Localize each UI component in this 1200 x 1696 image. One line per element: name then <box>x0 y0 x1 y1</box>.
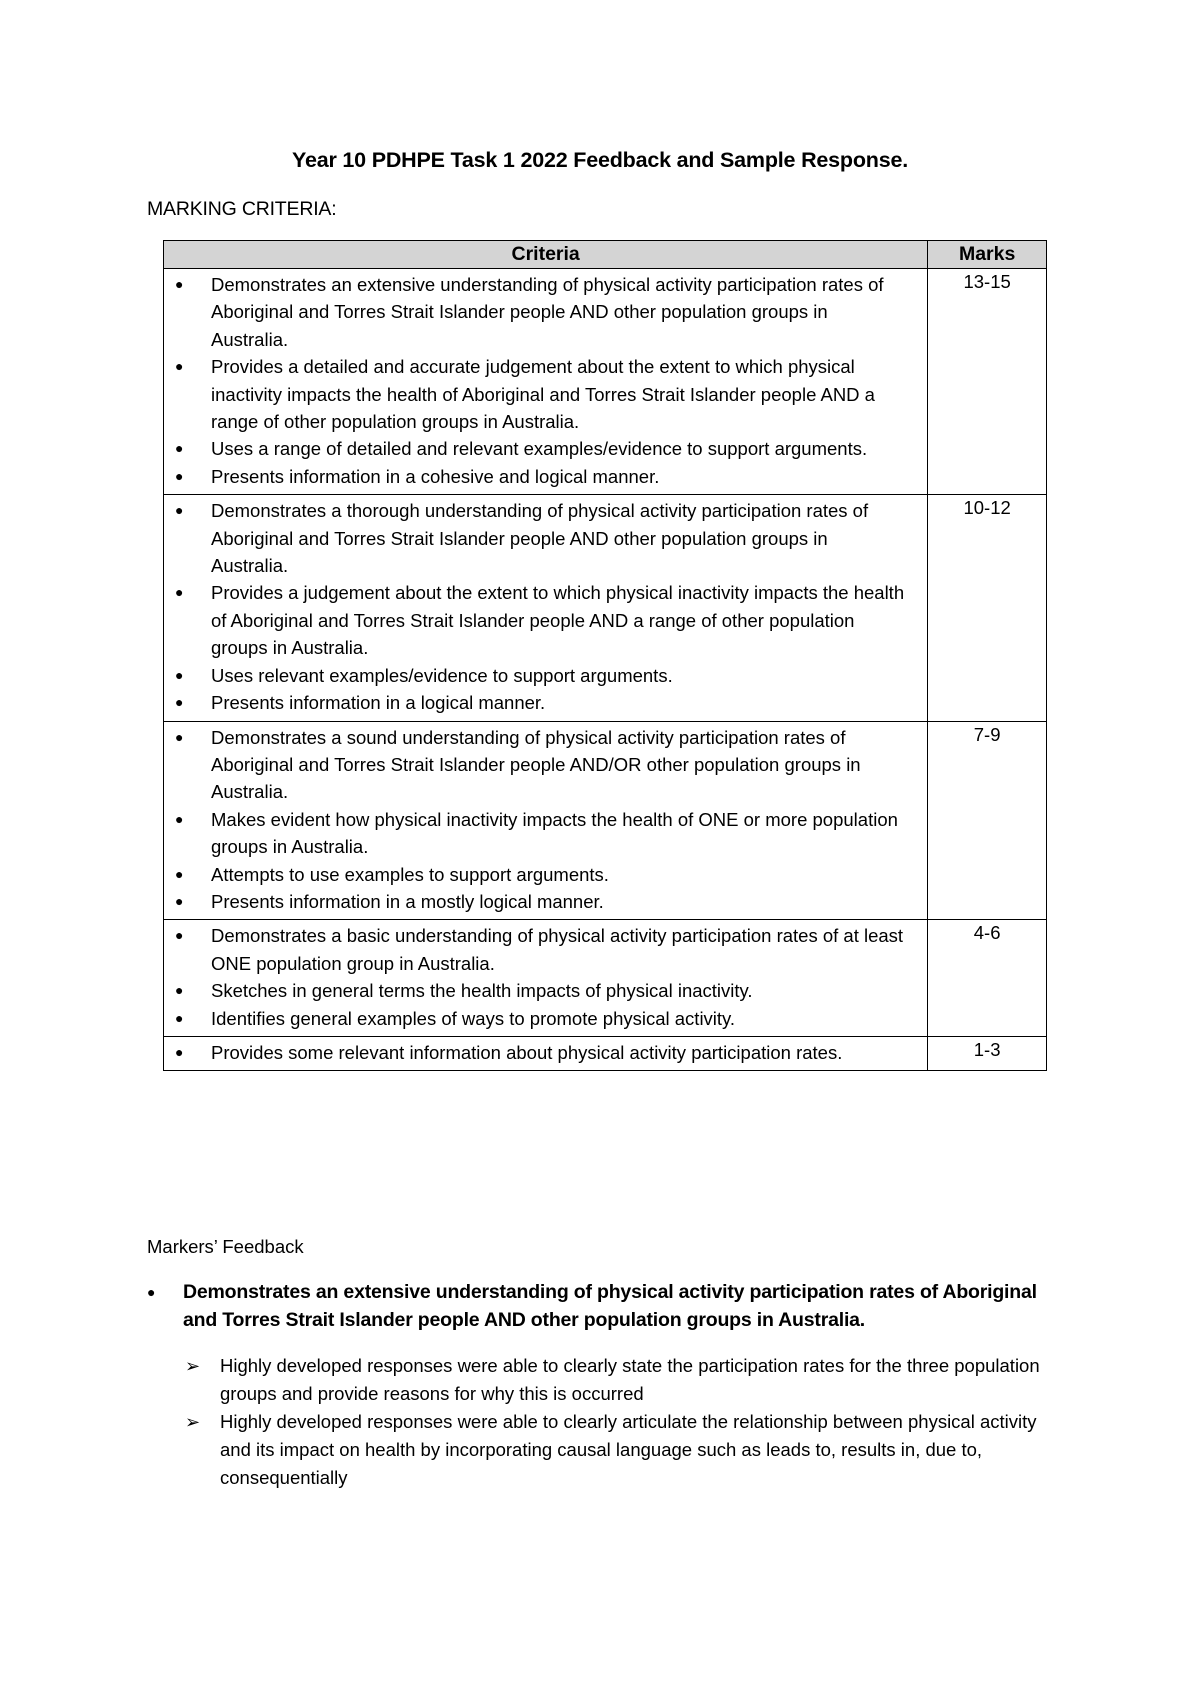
criteria-item <box>164 353 927 435</box>
criteria-text: Demonstrates an extensive understanding of physical activity participation rates of Aboriginal and Torres Strait Islander people AND other population groups in Australia. <box>211 274 884 350</box>
arrow-bullet-icon: ➢ <box>185 1356 201 1376</box>
criteria-item <box>164 806 927 861</box>
marks-cell: 13-15 <box>928 269 1047 495</box>
bullet-icon: ● <box>175 358 184 375</box>
criteria-list <box>164 1039 927 1066</box>
bullet-icon: ● <box>175 927 184 944</box>
table-header-row <box>164 241 1047 269</box>
criteria-text: Uses a range of detailed and relevant examples/evidence to support arguments. <box>211 438 868 460</box>
feedback-points <box>147 1352 1067 1492</box>
criteria-cell <box>164 269 928 495</box>
table-row <box>164 721 1047 920</box>
criteria-item <box>164 435 927 462</box>
criteria-item <box>164 888 927 915</box>
criteria-item <box>164 1039 927 1066</box>
table-row <box>164 269 1047 495</box>
marking-criteria-table <box>163 240 1047 1071</box>
markers-feedback-label: Markers’ Feedback <box>147 1236 304 1257</box>
bullet-icon: ● <box>175 728 184 745</box>
feedback-point-text: Highly developed responses were able to clearly state the participation rates for the three population groups and provide reasons for why this is occurred <box>220 1355 1040 1404</box>
criteria-text: Provides a judgement about the extent to which physical inactivity impacts the health of Aboriginal and Torres Strait Islander people AND a range of other population groups in Australia. <box>211 582 905 659</box>
criteria-item <box>164 724 927 806</box>
criteria-item <box>164 497 927 579</box>
feedback-point <box>147 1408 1067 1492</box>
criteria-list <box>164 271 927 490</box>
criteria-text: Provides some relevant information about physical activity participation rates. <box>211 1041 843 1063</box>
criteria-cell <box>164 721 928 920</box>
criteria-text: Demonstrates a sound understanding of physical activity participation rates of Aboriginal and Torres Strait Islander people AND/OR other population groups in Australia. <box>211 726 861 803</box>
criteria-item <box>164 922 927 977</box>
criteria-item <box>164 662 927 689</box>
criteria-list <box>164 724 927 916</box>
marks-column-header: Marks <box>928 241 1047 269</box>
criteria-item <box>164 1005 927 1032</box>
criteria-item <box>164 463 927 490</box>
bullet-icon: ● <box>175 467 184 484</box>
criteria-text: Presents information in a cohesive and logical manner. <box>211 465 660 487</box>
bullet-icon: ● <box>175 276 184 292</box>
criteria-item <box>164 861 927 888</box>
criteria-text: Attempts to use examples to support arguments. <box>211 863 609 885</box>
criteria-text: Uses relevant examples/evidence to support arguments. <box>211 664 673 686</box>
criteria-text: Presents information in a mostly logical manner. <box>211 890 604 912</box>
criteria-list <box>164 497 927 716</box>
marks-cell: 1-3 <box>928 1036 1047 1070</box>
criteria-item <box>164 689 927 716</box>
marks-cell: 4-6 <box>928 920 1047 1037</box>
page-title: Year 10 PDHPE Task 1 2022 Feedback and Sample Response. <box>292 148 908 172</box>
table-row <box>164 1036 1047 1070</box>
bullet-icon: ● <box>175 584 184 601</box>
bullet-icon: ● <box>175 810 184 827</box>
bullet-icon: ● <box>175 982 184 999</box>
criteria-text: Demonstrates a basic understanding of physical activity participation rates of at least ONE population group in Australia. <box>211 925 904 974</box>
criteria-text: Makes evident how physical inactivity impacts the health of ONE or more population groups in Australia. <box>211 808 898 858</box>
feedback-heading-text: Demonstrates an extensive understanding of physical activity participation rates of Aboriginal and Torres Strait Islander people AND other population groups in Australia. <box>183 1281 1037 1331</box>
criteria-text: Sketches in general terms the health impacts of physical inactivity. <box>211 980 753 1002</box>
criteria-list <box>164 922 927 1032</box>
feedback-point-text: Highly developed responses were able to clearly articulate the relationship between physical activity and its impact on health by incorporating causal language such as leads to, results in, due to, consequentially <box>220 1411 1037 1488</box>
criteria-item <box>164 271 927 353</box>
criteria-column-header: Criteria <box>164 241 928 269</box>
bullet-icon: ● <box>175 502 184 519</box>
criteria-cell <box>164 495 928 721</box>
table-row <box>164 920 1047 1037</box>
feedback-point <box>147 1352 1067 1408</box>
bullet-icon: ● <box>175 694 184 711</box>
bullet-icon: ● <box>175 440 184 457</box>
criteria-cell <box>164 1036 928 1070</box>
criteria-text: Presents information in a logical manner. <box>211 692 546 714</box>
criteria-cell <box>164 920 928 1037</box>
marks-cell: 10-12 <box>928 495 1047 721</box>
arrow-bullet-icon: ➢ <box>185 1412 201 1432</box>
bullet-icon: ● <box>175 865 184 882</box>
bullet-icon: ● <box>175 1043 184 1060</box>
bullet-icon: ● <box>147 1284 156 1300</box>
feedback-heading <box>147 1278 1067 1334</box>
bullet-icon: ● <box>175 892 184 909</box>
table-row <box>164 495 1047 721</box>
criteria-item <box>164 579 927 661</box>
marks-cell: 7-9 <box>928 721 1047 920</box>
bullet-icon: ● <box>175 1009 184 1026</box>
bullet-icon: ● <box>175 666 184 683</box>
criteria-text: Provides a detailed and accurate judgement about the extent to which physical inactivity impacts the health of Aboriginal and Torres Strait Islander people AND a range of other population groups in Australia. <box>211 356 875 433</box>
criteria-text: Demonstrates a thorough understanding of physical activity participation rates of Aboriginal and Torres Strait Islander people AND other population groups in Australia. <box>211 500 869 577</box>
criteria-text: Identifies general examples of ways to promote physical activity. <box>211 1007 736 1029</box>
marking-criteria-heading: MARKING CRITERIA: <box>147 198 337 220</box>
criteria-item <box>164 977 927 1004</box>
feedback-section <box>147 1278 1067 1492</box>
